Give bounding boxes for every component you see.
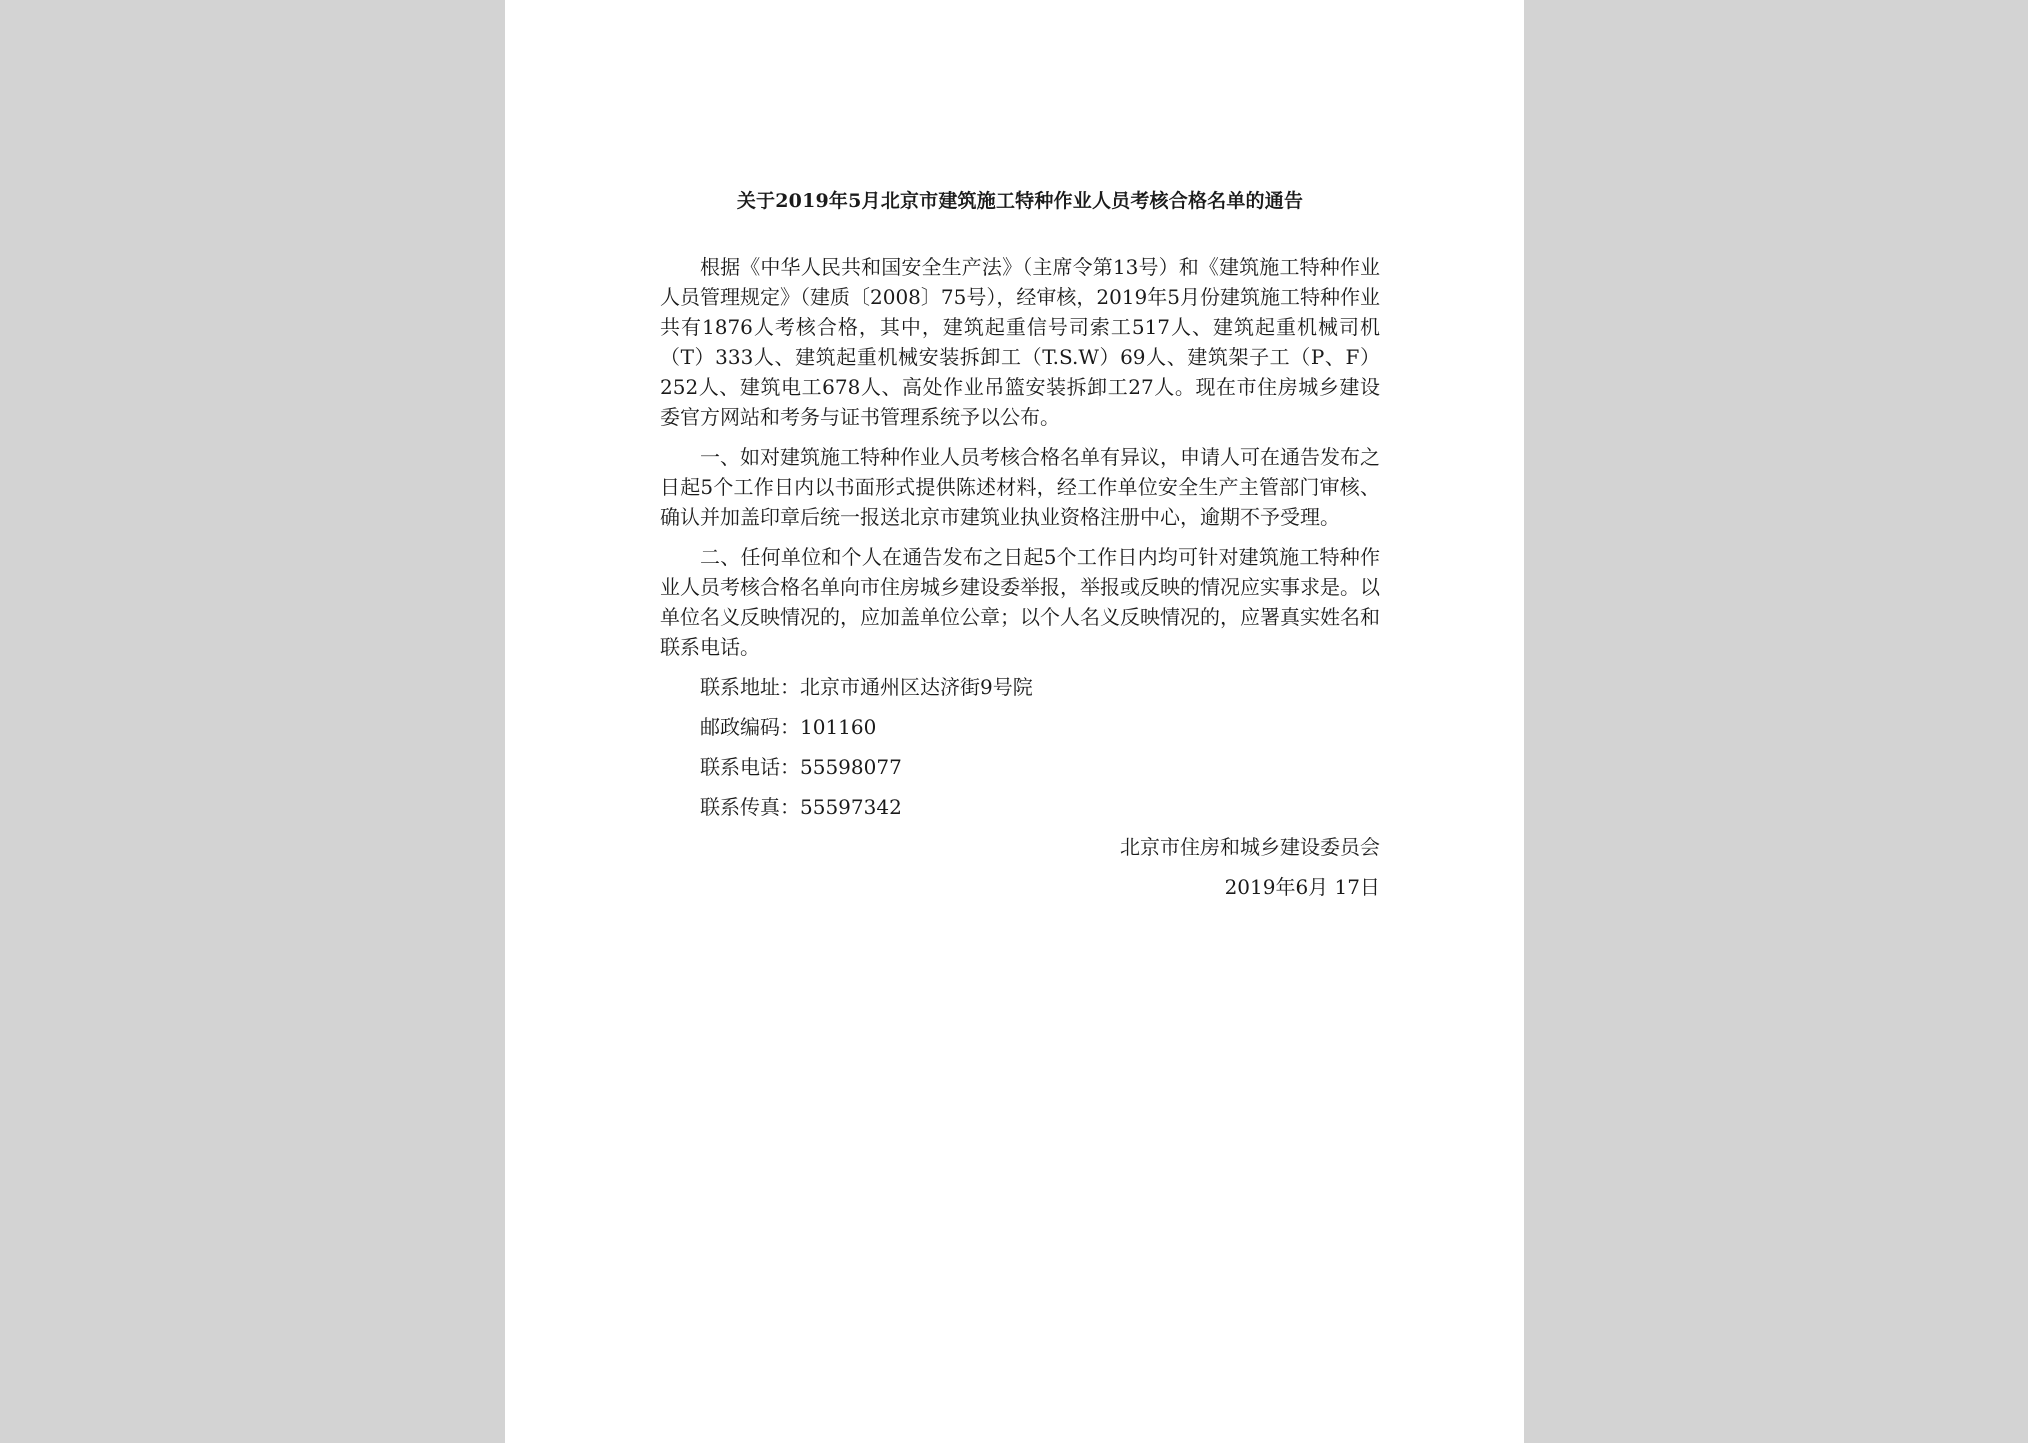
contact-postcode-value: 101160: [800, 715, 877, 739]
body-paragraph-intro: 根据《中华人民共和国安全生产法》（主席令第13号）和《建筑施工特种作业人员管理规定》（建质〔2008〕75号），经审核，2019年5月份建筑施工特种作业共有1876人考核合格，其中，建筑起重信号司索工517人、建筑起重机械司机（T）333人、建筑起重机械安装拆卸工（T.S.W）69人、建筑架子工（P、F）252人、建筑电工678人、高处作业吊篮安装拆卸工27人。现在市住房城乡建设委官方网站和考务与证书管理系统予以公布。: [660, 255, 1380, 429]
issuer-name: 北京市住房和城乡建设委员会: [1120, 835, 1380, 859]
contact-address: [660, 672, 1380, 702]
body-paragraph-report: 二、任何单位和个人在通告发布之日起5个工作日内均可针对建筑施工特种作业人员考核合格名单向市住房城乡建设委举报，举报或反映的情况应实事求是。以单位名义反映情况的，应加盖单位公章；以个人名义反映情况的，应署真实姓名和联系电话。: [660, 545, 1380, 659]
issue-date: 2019年6月 17日: [1224, 875, 1380, 899]
contact-fax-label: 联系传真：: [700, 795, 800, 819]
body-paragraph-objection: 一、如对建筑施工特种作业人员考核合格名单有异议，申请人可在通告发布之日起5个工作日内以书面形式提供陈述材料，经工作单位安全生产主管部门审核、确认并加盖印章后统一报送北京市建筑业执业资格注册中心，逾期不予受理。: [660, 445, 1380, 529]
contact-postcode: [660, 712, 1380, 742]
contact-phone-label: 联系电话：: [700, 755, 800, 779]
signature-block: [660, 832, 1380, 902]
document-title: 关于2019年5月北京市建筑施工特种作业人员考核合格名单的通告: [736, 190, 1304, 212]
contact-phone: [660, 752, 1380, 782]
contact-phone-value: 55598077: [800, 755, 902, 779]
contact-postcode-label: 邮政编码：: [700, 715, 800, 739]
contact-address-value: 北京市通州区达济街9号院: [800, 675, 1033, 699]
document-page: [505, 0, 1524, 1443]
contact-address-label: 联系地址：: [700, 675, 800, 699]
contact-fax-value: 55597342: [800, 795, 902, 819]
contact-fax: [660, 792, 1380, 822]
document-body: [660, 183, 1380, 912]
